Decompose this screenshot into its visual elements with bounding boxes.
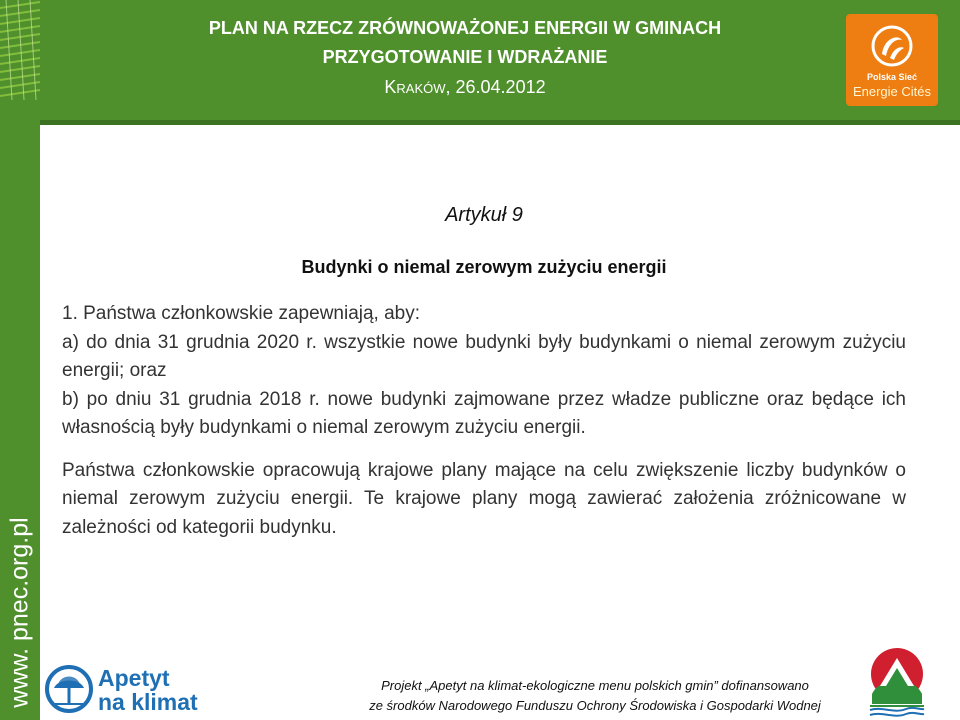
funding-note-line2: ze środków Narodowego Funduszu Ochrony Środowiska i Gospodarki Wodnej: [369, 698, 821, 713]
apetyt-line1: Apetyt: [98, 665, 170, 691]
pec-swirl-icon: [870, 24, 914, 68]
pec-logo: [846, 14, 938, 106]
pec-logo-line2: Energie Cités: [852, 84, 932, 99]
article-number: Artykuł 9: [445, 204, 523, 226]
apetyt-logo: [44, 662, 264, 718]
article-point-b: b) po dniu 31 grudnia 2018 r. nowe budynki zajmowane przez władze publiczne oraz będące ich własnością były budynkami o niemal zerowym zużyciu energii.: [62, 388, 906, 438]
side-band: [0, 0, 40, 720]
article-point-a: a) do dnia 31 grudnia 2020 r. wszystkie nowe budynki były budynkami o niemal zerowym zużyciu energii; oraz: [62, 331, 906, 381]
funding-note: [335, 676, 855, 716]
apetyt-line2: na klimat: [98, 689, 198, 715]
side-pattern-decoration: [0, 0, 40, 100]
article-content: [62, 200, 906, 542]
header-divider: [40, 120, 960, 125]
article-paragraph: Państwa członkowskie opracowują krajowe plany mające na celu zwiększenie liczby budynków o niemal zerowym zużyciu energii. Te krajowe plany mogą zawierać założenia zróżnicowane w zależności od kategorii budynku.: [62, 459, 906, 538]
header-title-line2: PRZYGOTOWANIE I WDRAŻANIE: [322, 47, 608, 67]
header-location-date: Kraków, 26.04.2012: [384, 77, 546, 97]
header-title-line1: PLAN NA RZECZ ZRÓWNOWAŻONEJ ENERGII W GMINACH: [208, 18, 722, 38]
article-title: Budynki o niemal zerowym zużyciu energii: [301, 257, 667, 277]
nfosigw-logo: [866, 646, 928, 720]
website-url: [0, 505, 40, 720]
header-text: [40, 14, 890, 102]
funding-note-line1: Projekt „Apetyt na klimat-ekologiczne menu polskich gmin” dofinansowano: [381, 678, 809, 693]
pec-logo-line1: Polska Sieć: [866, 72, 918, 82]
article-intro: 1. Państwa członkowskie zapewniają, aby:: [62, 303, 421, 324]
tree-globe-icon: [44, 664, 94, 714]
website-url-text: www. pnec.org.pl: [5, 517, 34, 708]
